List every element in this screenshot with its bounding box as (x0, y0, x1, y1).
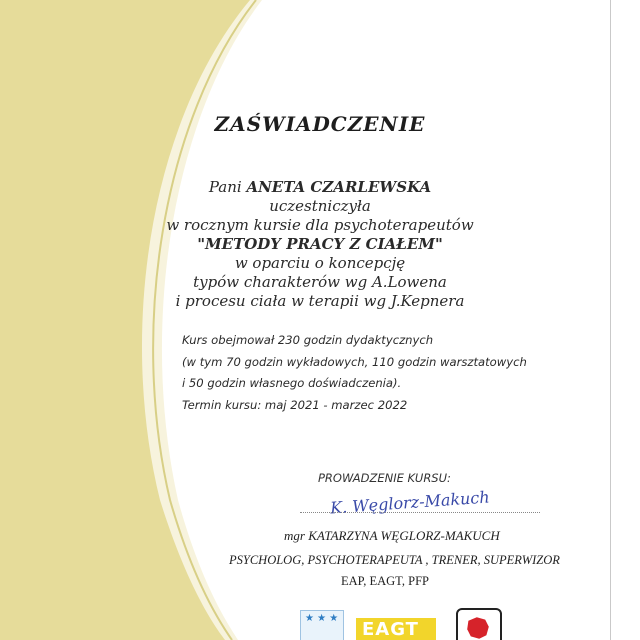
eagt-logo (356, 618, 436, 640)
leader-associations: EAP, EAGT, PFP (341, 574, 429, 588)
basis-line: w oparciu o koncepcję (234, 254, 406, 272)
participated-line: uczestniczyła (269, 197, 371, 215)
signature-line (300, 512, 540, 513)
course-details (182, 330, 527, 416)
character-types-line: typów charakterów wg A.Lowena (193, 273, 447, 291)
pfp-logo (456, 608, 502, 640)
eu-stars-icon: ★ ★ ★ (305, 613, 339, 624)
eap-logo (300, 610, 344, 640)
breakdown-line-1: (w tym 70 godzin wykładowych, 110 godzin warsztatowych (182, 354, 527, 369)
course-leadership-label: PROWADZENIE KURSU: (318, 471, 451, 485)
right-border-line (610, 0, 611, 640)
eagt-logo-text: EAGT (362, 619, 419, 640)
recipient-line (0, 178, 640, 197)
background-page-white (162, 0, 640, 640)
recipient-name: ANETA CZARLEWSKA (246, 178, 432, 196)
poland-map-icon (466, 616, 490, 640)
certificate-title: ZAŚWIADCZENIE (214, 112, 426, 136)
recipient-prefix: Pani (208, 178, 247, 196)
certificate-body (0, 178, 640, 311)
breakdown-line-2: i 50 godzin własnego doświadczenia). (182, 376, 402, 390)
hours-line: Kurs obejmował 230 godzin dydaktycznych (182, 333, 434, 347)
leader-titles: PSYCHOLOG, PSYCHOTERAPEUTA , TRENER, SUPERWIZOR (229, 553, 560, 567)
course-term-line: Termin kursu: maj 2021 - marzec 2022 (182, 397, 408, 412)
body-process-line: i procesu ciała w terapii wg J.Kepnera (175, 292, 465, 310)
course-name: "METODY PRACY Z CIAŁEM" (197, 235, 443, 253)
leader-name: mgr KATARZYNA WĘGLORZ-MAKUCH (284, 528, 500, 543)
handwritten-signature: K. Węglorz-Makuch (329, 487, 491, 518)
course-intro-line: w rocznym kursie dla psychoterapeutów (166, 216, 474, 234)
